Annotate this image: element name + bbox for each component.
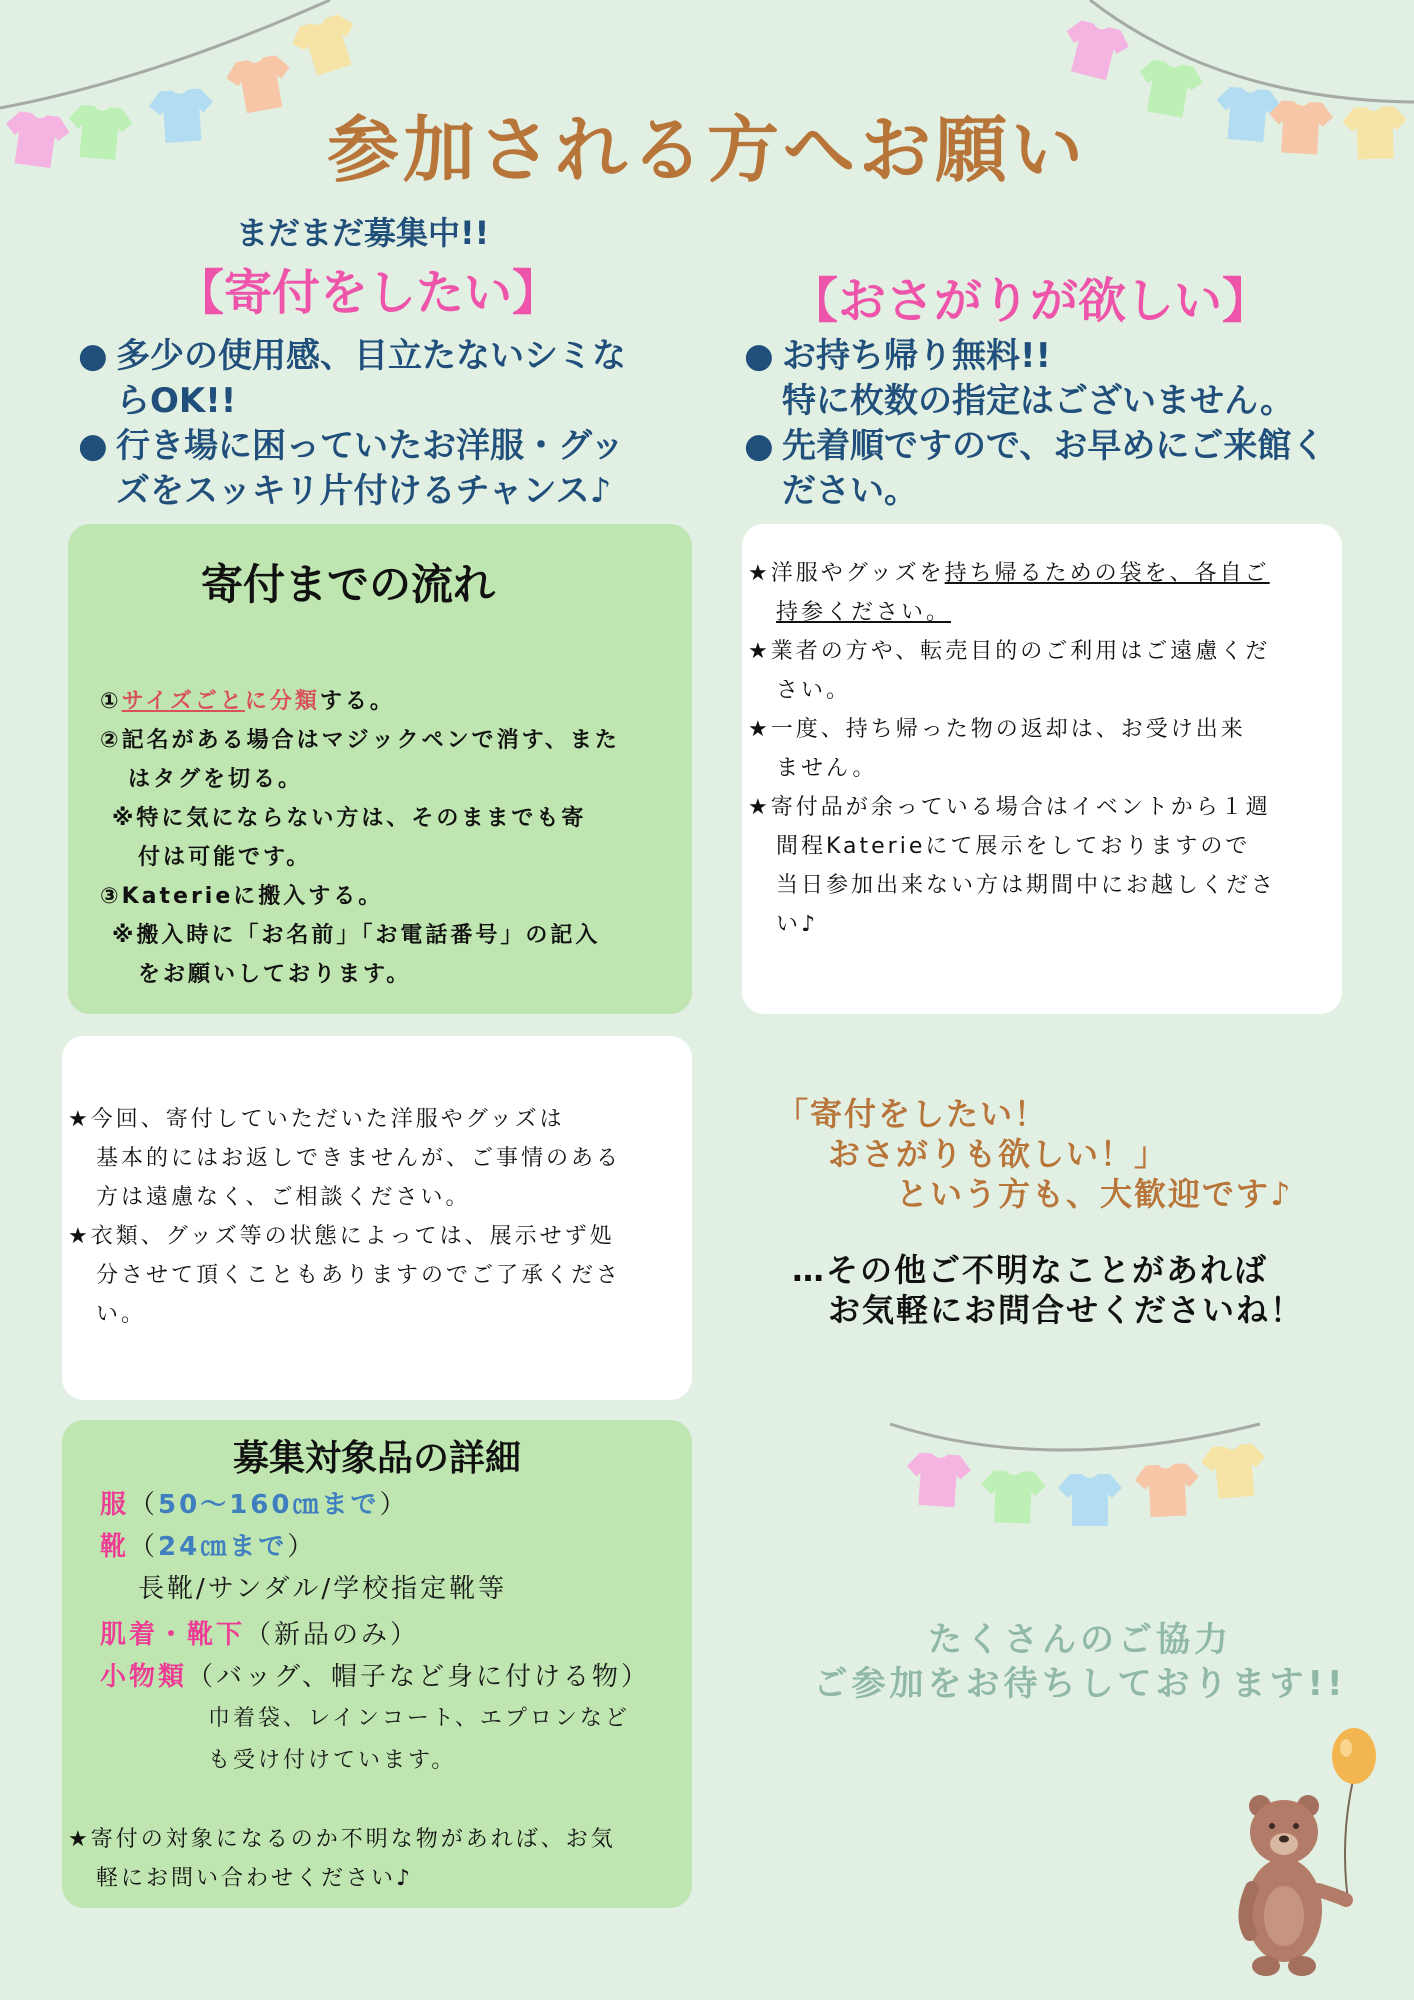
list-item: ★一度、持ち帰った物の返却は、お受け出来 bbox=[748, 717, 1246, 742]
flow-steps: ①サイズごとに分類する。 ②記名がある場合はマジックペンで消す、また はタグを切る。 ※特に気にならない方は、そのままでも寄 付は可能です。 ③Katerieに搬入する。 ※搬入時に「お名前」「お電話番号」の記入 をお願いしております。 bbox=[100, 682, 690, 994]
bear-with-balloon bbox=[1230, 1720, 1390, 1980]
bullet-dot-icon: ● bbox=[78, 426, 108, 466]
receive-bullets: ● お持ち帰り無料!! 特に枚数の指定はございません。 ● 先着順ですので、お早めにご来館く ださい。 bbox=[744, 334, 1384, 514]
page-title: 参加される方へお願い bbox=[326, 108, 1087, 192]
item-goods: 小物類（バッグ、帽子など身に付ける物） bbox=[100, 1662, 650, 1692]
receive-notes-card bbox=[742, 524, 1342, 1014]
contact-message: …その他ご不明なことがあれば お気軽にお問合せくださいね！ bbox=[792, 1251, 1305, 1329]
donate-lead: まだまだ募集中!! bbox=[236, 214, 490, 252]
donate-notes-card bbox=[62, 1036, 692, 1400]
tshirt-icon bbox=[1058, 1474, 1122, 1526]
donate-notes: ★今回、寄付していただいた洋服やグッズは 基本的にはお返しできませんが、ご事情のある 方は遠慮なく、ご相談ください。 ★衣類、グッズ等の状態によっては、展示せず処 分させて頂くこともありますのでご了承くださ い。 bbox=[68, 1100, 688, 1334]
flow-note-2: ※搬入時に「お名前」「お電話番号」の記入 bbox=[112, 923, 601, 948]
list-item: ● 多少の使用感、目立たないシミな bbox=[78, 334, 698, 379]
donate-bullets: ● 多少の使用感、目立たないシミな らOK!! ● 行き場に困っていたお洋服・グッ ズをスッキリ片付けるチャンス♪ bbox=[78, 334, 698, 514]
receive-heading: 【おさがりが欲しい】 bbox=[790, 273, 1271, 329]
garland-bottom bbox=[880, 1410, 1270, 1550]
tshirt-icon bbox=[1200, 1443, 1268, 1500]
list-item: ★衣類、グッズ等の状態によっては、展示せず処 bbox=[68, 1224, 615, 1249]
bullet-dot-icon: ● bbox=[78, 336, 108, 376]
items-list: 服（50〜160㎝まで） 靴（24㎝まで） 長靴/サンダル/学校指定靴等 肌着・靴下（新品のみ） 小物類（バッグ、帽子など身に付ける物） 巾着袋、レインコート、エプロンなど も受け付けています。 bbox=[100, 1484, 690, 1782]
balloon-icon bbox=[1332, 1728, 1376, 1900]
welcome-message: 「寄付をしたい！ おさがりも欲しい！」 という方も、大歓迎です♪ bbox=[776, 1095, 1293, 1213]
item-underwear: 肌着・靴下（新品のみ） bbox=[100, 1620, 420, 1650]
list-item: ★業者の方や、転売目的のご利用はご遠慮くだ bbox=[748, 639, 1271, 664]
bullet-dot-icon: ● bbox=[744, 336, 774, 376]
flow-note-1: ※特に気にならない方は、そのままでも寄 bbox=[112, 806, 587, 831]
flow-step-3: ③Katerieに搬入する。 bbox=[100, 884, 384, 909]
tshirt-icon bbox=[1057, 18, 1132, 84]
flow-step-2: ②記名がある場合はマジックペンで消す、また bbox=[100, 728, 620, 753]
items-detail-card bbox=[62, 1420, 692, 1908]
donation-flow-card bbox=[68, 524, 692, 1014]
list-item: ★今回、寄付していただいた洋服やグッズは bbox=[68, 1107, 565, 1132]
list-item: ● 行き場に困っていたお洋服・グッ bbox=[78, 424, 698, 469]
item-shoes: 靴（24㎝まで） bbox=[100, 1532, 317, 1562]
bear-icon bbox=[1245, 1795, 1346, 1976]
tshirt-icon bbox=[1134, 1463, 1201, 1518]
items-footer-note: ★寄付の対象になるのか不明な物があれば、お気 軽にお問い合わせください♪ bbox=[68, 1827, 616, 1891]
flow-title: 寄付までの流れ bbox=[200, 560, 495, 609]
item-clothes: 服（50〜160㎝まで） bbox=[100, 1490, 409, 1520]
flow-step-1: ①サイズごとに分類する。 bbox=[100, 689, 395, 714]
list-item: ★寄付品が余っている場合はイベントから１週 bbox=[748, 795, 1271, 820]
tshirt-icon bbox=[288, 11, 365, 80]
list-item: ★洋服やグッズを持ち帰るための袋を、各自ご bbox=[748, 561, 1270, 586]
receive-notes: ★洋服やグッズを持ち帰るための袋を、各自ご 持参ください。 ★業者の方や、転売目的のご利用はご遠慮くだ さい。 ★一度、持ち帰った物の返却は、お受け出来 ません。 ★寄付品が余っている場合はイベントから１週 間程Katerieにて展示をしておりますので 当日参加出来ない方は期間中にお越しくださ い♪ bbox=[748, 554, 1338, 944]
list-item: ● 先着順ですので、お早めにご来館く bbox=[744, 424, 1384, 469]
donate-heading: 【寄付をしたい】 bbox=[176, 265, 561, 321]
tshirt-icon bbox=[980, 1470, 1046, 1524]
list-item: ● お持ち帰り無料!! bbox=[744, 334, 1384, 379]
tshirt-icon bbox=[904, 1452, 971, 1508]
bullet-dot-icon: ● bbox=[744, 426, 774, 466]
thanks-message: たくさんのご協力 ご参加をお待ちしております!! bbox=[813, 1620, 1347, 1704]
items-title: 募集対象品の詳細 bbox=[232, 1438, 521, 1479]
